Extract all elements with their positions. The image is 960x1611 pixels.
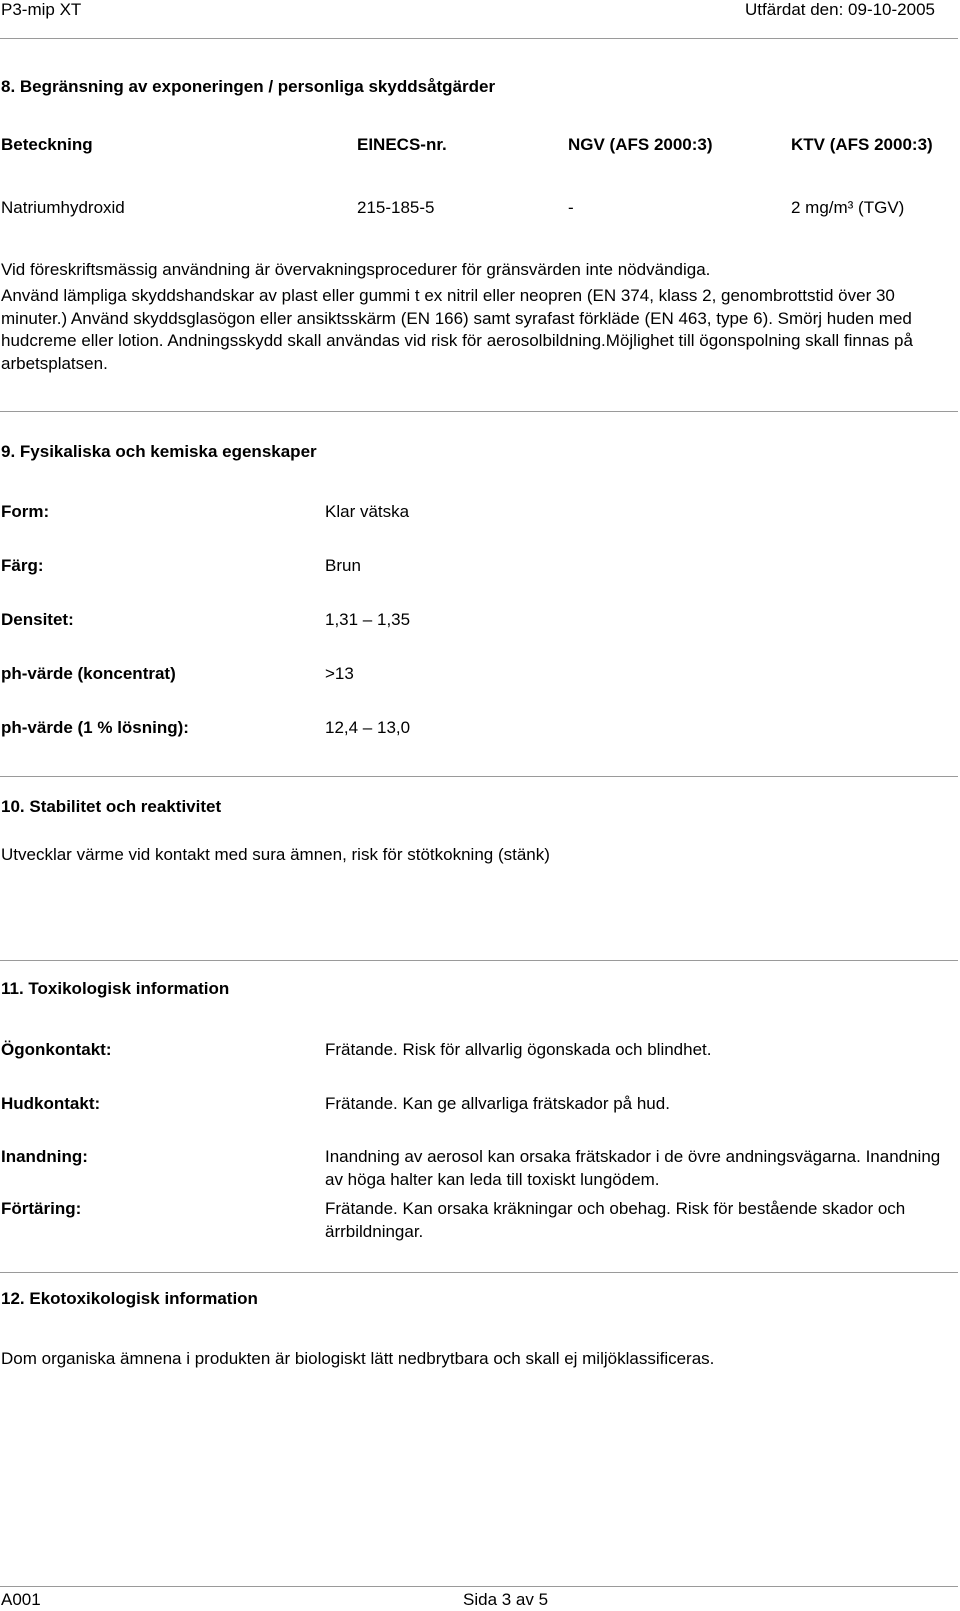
property-label-form: Form:	[1, 502, 50, 521]
table-cell-ktv: 2 mg/m³ (TGV)	[791, 198, 905, 217]
table-header-ngv: NGV (AFS 2000:3)	[568, 135, 713, 154]
property-value-ph-solution: 12,4 – 13,0	[325, 718, 411, 737]
table-cell-substance: Natriumhydroxid	[1, 198, 125, 217]
section-10-text: Utvecklar värme vid kontakt med sura ämnen, risk för stötkokning (stänk)	[1, 845, 550, 864]
section-8-note: Vid föreskriftsmässig användning är övervakningsprocedurer för gränsvärden inte nödvändiga.	[1, 260, 711, 279]
tox-label-ingestion: Förtäring:	[1, 1199, 82, 1218]
property-value-ph-concentrate: >13	[325, 664, 354, 683]
table-cell-ngv: -	[568, 198, 574, 217]
section-12-title: 12. Ekotoxikologisk information	[1, 1289, 258, 1308]
divider	[0, 1272, 958, 1273]
property-label-color: Färg:	[1, 556, 44, 575]
tox-value-skin: Frätande. Kan ge allvarliga frätskador på hud.	[325, 1094, 670, 1113]
divider	[0, 411, 958, 412]
divider	[0, 960, 958, 961]
property-label-density: Densitet:	[1, 610, 74, 629]
tox-value-eye: Frätande. Risk för allvarlig ögonskada och blindhet.	[325, 1040, 712, 1059]
footer-page-number: Sida 3 av 5	[463, 1590, 549, 1609]
tox-value-ingestion: Frätande. Kan orsaka kräkningar och obehag. Risk för bestående skador och ärrbildningar.	[325, 1199, 906, 1241]
tox-value-inhalation: Inandning av aerosol kan orsaka frätskador i de övre andningsvägarna. Inandning av höga halter kan leda till toxiskt lungödem.	[325, 1147, 941, 1189]
section-8-title: 8. Begränsning av exponeringen / personliga skyddsåtgärder	[1, 77, 496, 96]
property-label-ph-solution: ph-värde (1 % lösning):	[1, 718, 189, 737]
tox-label-skin: Hudkontakt:	[1, 1094, 101, 1113]
tox-label-inhalation: Inandning:	[1, 1147, 88, 1166]
header-issued-date: Utfärdat den: 09-10-2005	[745, 0, 935, 19]
divider	[0, 776, 958, 777]
table-header-einecs: EINECS-nr.	[357, 135, 447, 154]
property-label-ph-concentrate: ph-värde (koncentrat)	[1, 664, 176, 683]
property-value-density: 1,31 – 1,35	[325, 610, 411, 629]
section-8-paragraph: Använd lämpliga skyddshandskar av plast eller gummi t ex nitril eller neopren (EN 374, klass 2, genombrottstid över 30 minuter.) Använd skyddsglasögon eller ansiktsskärm (EN 166) samt syrafast förkläde (EN 463, type 6). Smörj huden med hudcreme eller lotion. Andningsskydd skall användas vid risk för aerosolbildning.Möjlighet till ögonspolning skall finnas på arbetsplatsen.	[1, 286, 913, 373]
footer-divider	[0, 1586, 958, 1587]
property-value-form: Klar vätska	[325, 502, 410, 521]
table-header-beteckning: Beteckning	[1, 135, 93, 154]
header-product: P3-mip XT	[1, 0, 82, 19]
section-9-title: 9. Fysikaliska och kemiska egenskaper	[1, 442, 317, 461]
table-header-ktv: KTV (AFS 2000:3)	[791, 135, 933, 154]
section-12-text: Dom organiska ämnena i produkten är biologiskt lätt nedbrytbara och skall ej miljöklassificeras.	[1, 1349, 715, 1368]
property-value-color: Brun	[325, 556, 361, 575]
table-cell-einecs: 215-185-5	[357, 198, 435, 217]
tox-label-eye: Ögonkontakt:	[1, 1040, 112, 1059]
section-11-title: 11. Toxikologisk information	[1, 979, 230, 998]
divider	[0, 38, 958, 39]
section-10-title: 10. Stabilitet och reaktivitet	[1, 797, 222, 816]
footer-code: A001	[1, 1590, 41, 1609]
